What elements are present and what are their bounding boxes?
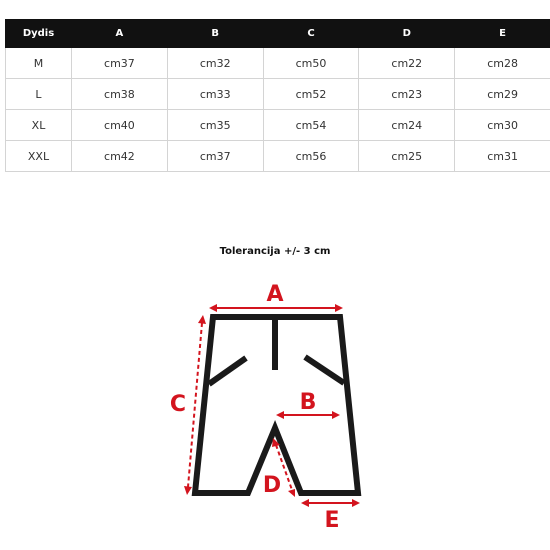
table-cell: L xyxy=(6,79,72,110)
table-cell: cm38 xyxy=(72,79,168,110)
shorts-pocket-right xyxy=(305,357,344,383)
table-cell: cm56 xyxy=(263,141,359,172)
header-b: B xyxy=(167,20,263,48)
header-d: D xyxy=(359,20,455,48)
table-cell: cm42 xyxy=(72,141,168,172)
table-cell: cm28 xyxy=(455,48,550,79)
shorts-pocket-left xyxy=(209,358,246,384)
table-cell: cm37 xyxy=(72,48,168,79)
table-cell: cm54 xyxy=(263,110,359,141)
table-cell: cm40 xyxy=(72,110,168,141)
table-cell: cm32 xyxy=(167,48,263,79)
table-cell: cm24 xyxy=(359,110,455,141)
table-cell: cm30 xyxy=(455,110,550,141)
header-e: E xyxy=(455,20,550,48)
measure-label-c: C xyxy=(169,392,187,417)
table-cell: cm52 xyxy=(263,79,359,110)
measure-label-e: E xyxy=(324,508,340,533)
measure-line-e xyxy=(301,499,360,507)
header-a: A xyxy=(72,20,168,48)
table-cell: M xyxy=(6,48,72,79)
table-cell: cm35 xyxy=(167,110,263,141)
table-cell: cm25 xyxy=(359,141,455,172)
table-cell: cm33 xyxy=(167,79,263,110)
table-cell: XL xyxy=(6,110,72,141)
table-cell: cm29 xyxy=(455,79,550,110)
measure-label-a: A xyxy=(266,282,284,307)
table-cell: cm37 xyxy=(167,141,263,172)
table-cell: cm22 xyxy=(359,48,455,79)
tolerance-note: Tolerancija +/- 3 cm xyxy=(219,246,331,257)
measure-label-d: D xyxy=(262,473,282,498)
measure-label-b: B xyxy=(299,390,317,415)
table-cell: cm23 xyxy=(359,79,455,110)
table-cell: cm31 xyxy=(455,141,550,172)
table-cell: XXL xyxy=(6,141,72,172)
header-size: Dydis xyxy=(6,20,72,48)
table-cell: cm50 xyxy=(263,48,359,79)
header-c: C xyxy=(263,20,359,48)
